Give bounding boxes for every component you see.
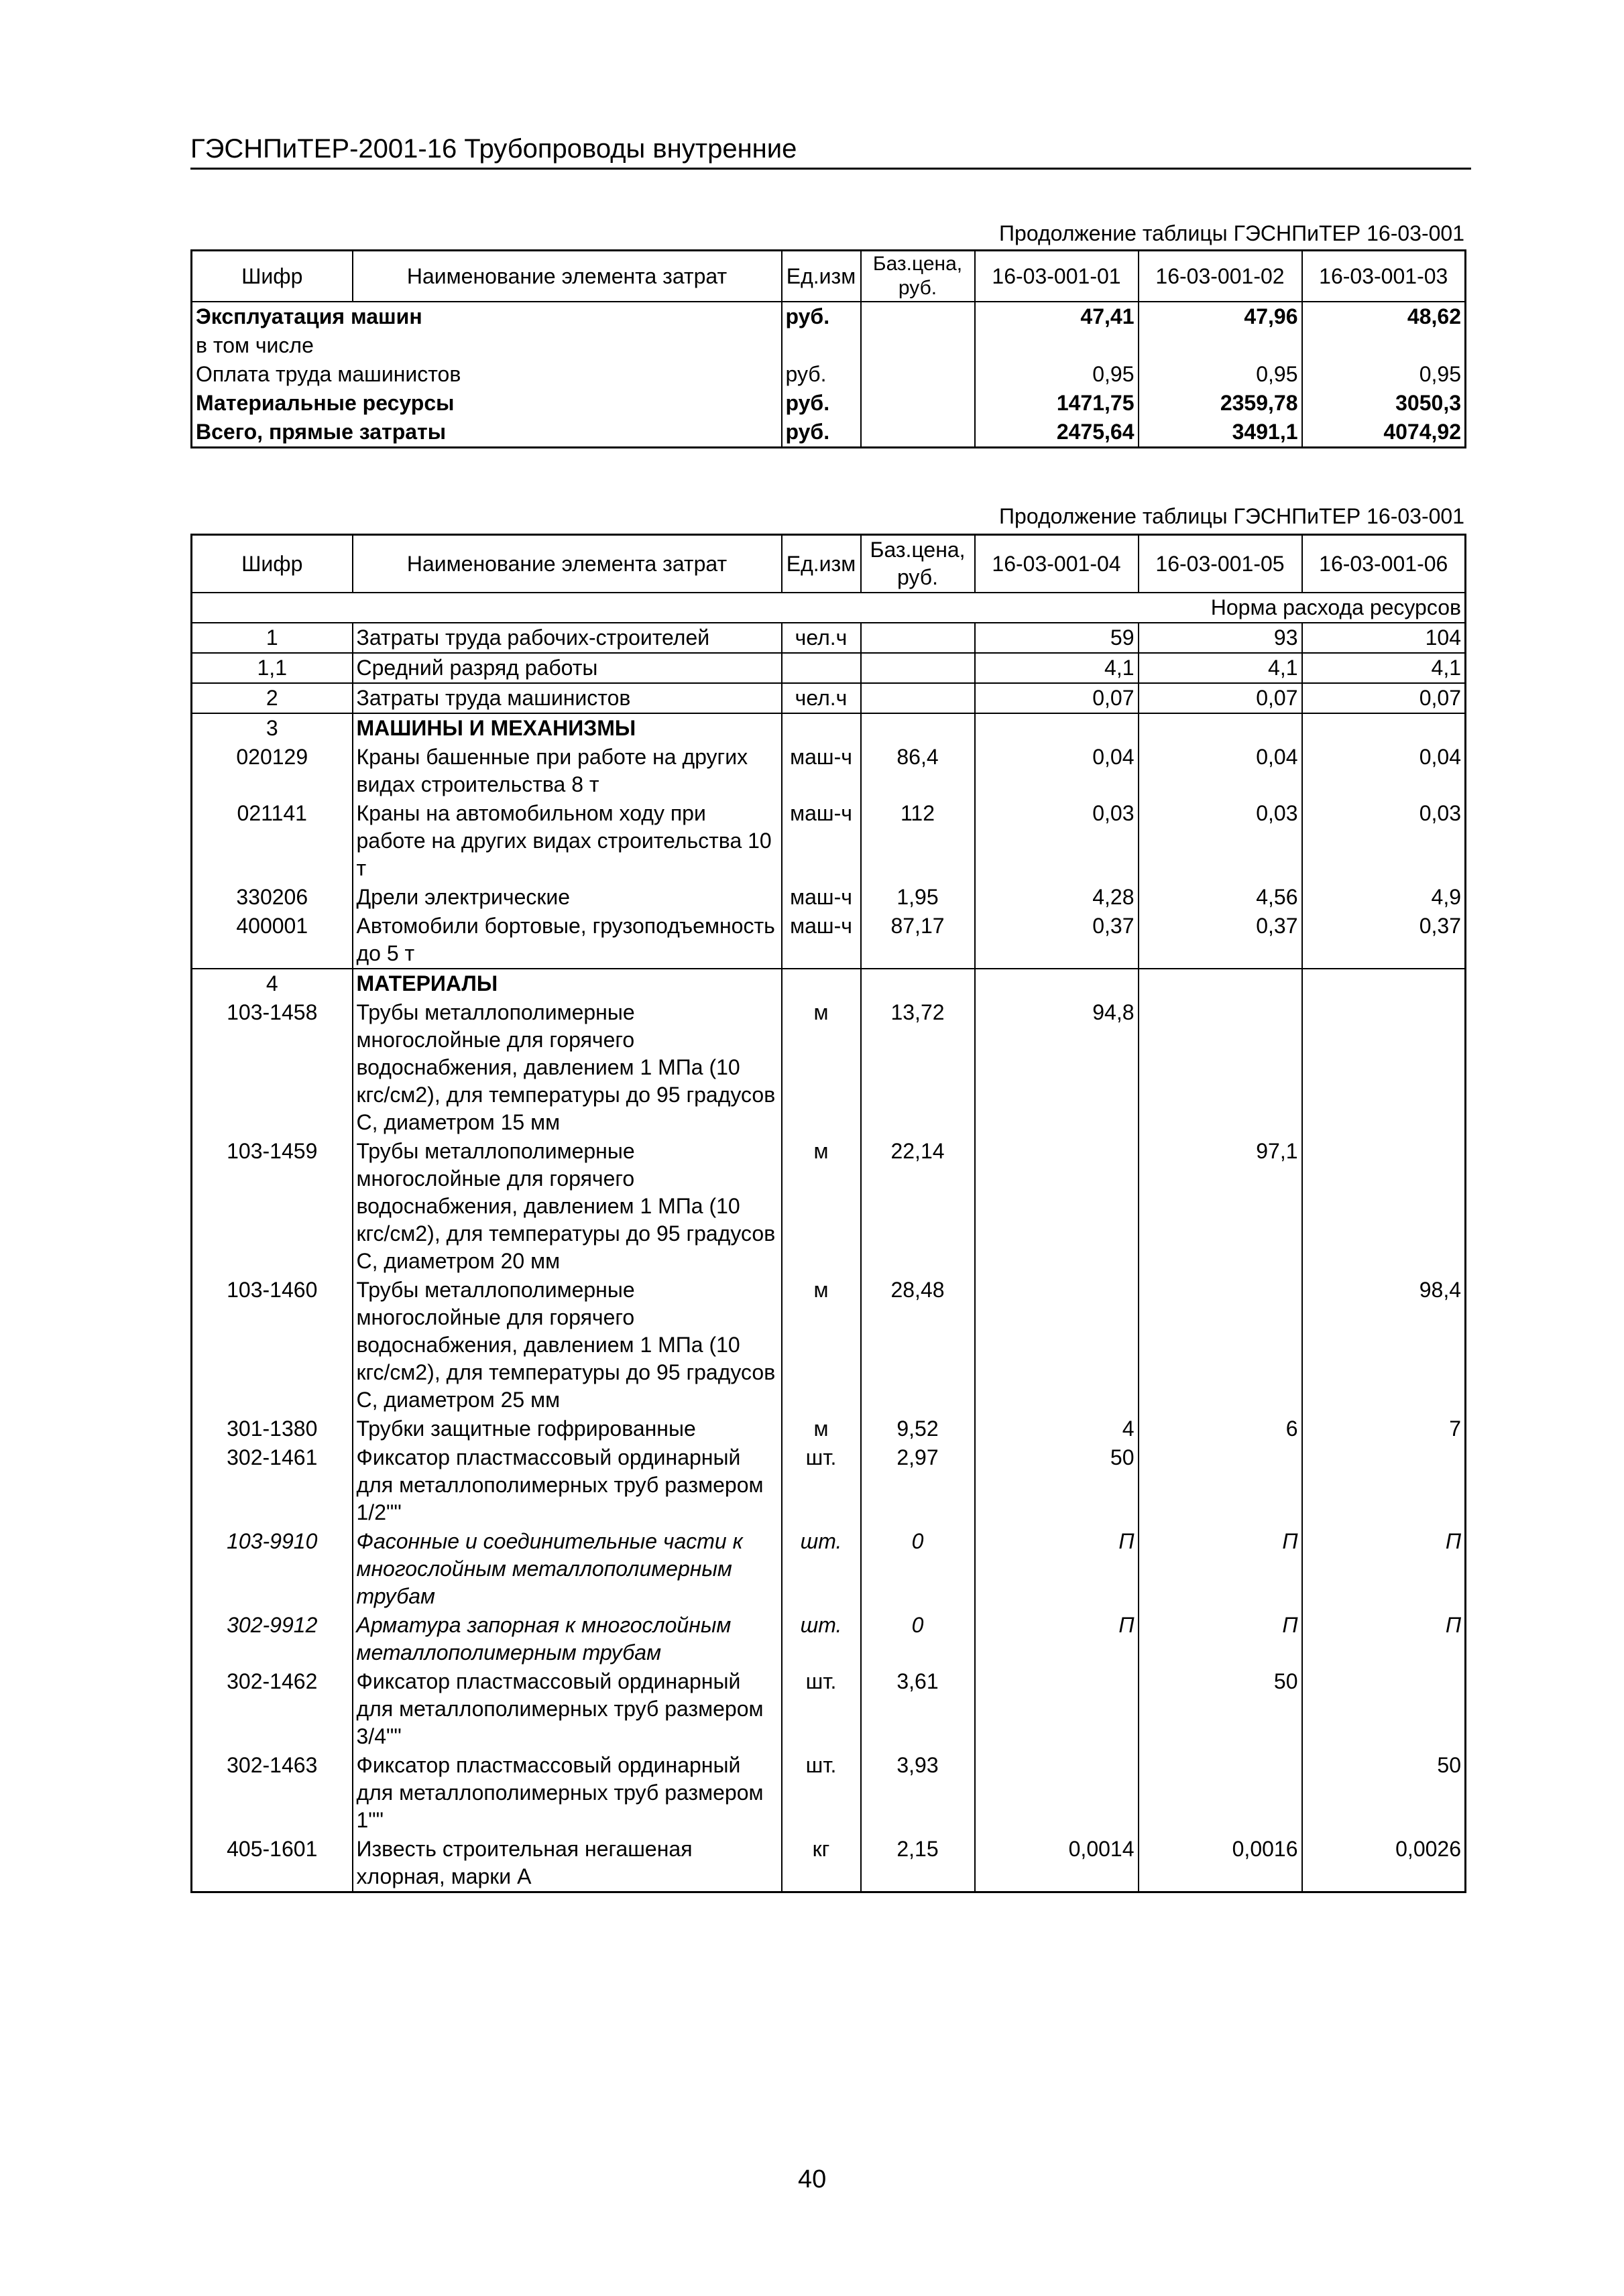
table2-caption: Продолжение таблицы ГЭСНПиТЕР 16-03-001 xyxy=(999,504,1464,528)
row-name: Всего, прямые затраты xyxy=(196,420,447,444)
row-name: Фиксатор пластмассовый ординарный для металлополимерных труб размером 3/4"" xyxy=(353,1667,782,1751)
row-name: Эксплуатация машин xyxy=(196,304,422,328)
row-name: Известь строительная негашеная хлорная, марки А xyxy=(353,1835,782,1892)
row-unit: шт. xyxy=(782,1667,861,1751)
row-name: Дрели электрические xyxy=(353,883,782,912)
row-v2: 4,56 xyxy=(1139,883,1302,912)
row-v3 xyxy=(1302,1443,1466,1527)
row-price xyxy=(861,653,975,683)
section-code: 4 xyxy=(266,971,278,995)
row-code: 2 xyxy=(192,683,353,713)
row-name: в том числе xyxy=(196,333,314,357)
row-price: 112 xyxy=(861,799,975,883)
row-code: 020129 xyxy=(236,745,308,769)
row-price: 0 xyxy=(861,1611,975,1667)
col-header-v3: 16-03-001-03 xyxy=(1302,251,1466,302)
row-v3: 0,95 xyxy=(1302,360,1466,389)
table-row xyxy=(192,1751,1466,1835)
row-v2 xyxy=(1139,1276,1302,1414)
row-unit: чел.ч xyxy=(782,623,861,653)
row-v2 xyxy=(1139,969,1302,998)
col-header-code: Шифр xyxy=(192,251,353,302)
row-v2 xyxy=(1139,1751,1302,1835)
row-v3: 4,9 xyxy=(1302,883,1466,912)
row-name: Средний разряд работы xyxy=(353,653,782,683)
row-code: 400001 xyxy=(192,912,353,969)
row-v3 xyxy=(1302,1667,1466,1751)
row-price: 1,95 xyxy=(861,883,975,912)
table-row xyxy=(192,302,1466,331)
row-v3 xyxy=(1302,969,1466,998)
row-unit: маш-ч xyxy=(782,799,861,883)
row-name: Фиксатор пластмассовый ординарный для металлополимерных труб размером 1/2"" xyxy=(353,1443,782,1527)
row-v1: 0,07 xyxy=(975,683,1139,713)
row-v3: 48,62 xyxy=(1302,302,1466,331)
col-header-price: Баз.цена, руб. xyxy=(861,535,975,593)
row-price: 86,4 xyxy=(861,743,975,799)
row-price xyxy=(861,418,975,448)
col-header-name: Наименование элемента затрат xyxy=(353,535,782,593)
table-row xyxy=(192,623,1466,653)
row-v1: 0,03 xyxy=(975,799,1139,883)
row-v2: 97,1 xyxy=(1139,1137,1302,1276)
row-name: Трубки защитные гофрированные xyxy=(353,1414,782,1443)
row-code: 301-1380 xyxy=(227,1416,318,1441)
row-v1: 0,37 xyxy=(975,912,1139,969)
row-name: Краны башенные при работе на других видах строительства 8 т xyxy=(353,743,782,799)
row-name: Затраты труда машинистов xyxy=(353,683,782,713)
row-unit xyxy=(782,331,861,360)
row-price: 22,14 xyxy=(861,1137,975,1276)
section-row xyxy=(192,713,1466,743)
col-header-name: Наименование элемента затрат xyxy=(353,251,782,302)
row-unit: м xyxy=(782,998,861,1137)
table-row xyxy=(192,1414,1466,1443)
row-v1: 0,95 xyxy=(975,360,1139,389)
col-header-v2: 16-03-001-05 xyxy=(1139,535,1302,593)
row-v3 xyxy=(1302,331,1466,360)
row-name: Арматура запорная к многослойным металлополимерным трубам xyxy=(353,1611,782,1667)
row-v1: 1471,75 xyxy=(975,389,1139,418)
section-code: 3 xyxy=(266,716,278,740)
row-price: 2,97 xyxy=(861,1443,975,1527)
table1-caption: Продолжение таблицы ГЭСНПиТЕР 16-03-001 xyxy=(999,221,1464,245)
table-row xyxy=(192,799,1466,883)
row-unit: кг xyxy=(782,1835,861,1892)
row-v3: П xyxy=(1302,1611,1466,1667)
row-name: Трубы металлополимерные многослойные для горячего водоснабжения, давлением 1 МПа (10 кгс/см2), для температуры до 95 градусов С, диаметром 25 мм xyxy=(353,1276,782,1414)
row-unit xyxy=(782,653,861,683)
row-price xyxy=(861,683,975,713)
row-v1: 94,8 xyxy=(975,998,1139,1137)
row-v1: 47,41 xyxy=(975,302,1139,331)
col-header-unit: Ед.изм xyxy=(782,251,861,302)
table-row xyxy=(192,389,1466,418)
row-v1: 4,1 xyxy=(975,653,1139,683)
row-v2: 3491,1 xyxy=(1139,418,1302,448)
table-row xyxy=(192,1276,1466,1414)
row-v1: 4 xyxy=(975,1414,1139,1443)
table-row xyxy=(192,883,1466,912)
row-code: 103-1458 xyxy=(227,1000,318,1024)
row-v2: 47,96 xyxy=(1139,302,1302,331)
row-v3: 104 xyxy=(1302,623,1466,653)
row-name: Фиксатор пластмассовый ординарный для металлополимерных труб размером 1"" xyxy=(353,1751,782,1835)
row-v3: 50 xyxy=(1302,1751,1466,1835)
row-v1 xyxy=(975,1137,1139,1276)
table-row xyxy=(192,653,1466,683)
table-row xyxy=(192,998,1466,1137)
row-name: Материальные ресурсы xyxy=(196,391,455,415)
table-row xyxy=(192,1137,1466,1276)
table-row xyxy=(192,1527,1466,1611)
row-v1 xyxy=(975,1751,1139,1835)
row-v3: П xyxy=(1302,1527,1466,1611)
header-rule xyxy=(190,168,1471,170)
row-price: 3,61 xyxy=(861,1667,975,1751)
row-price xyxy=(861,623,975,653)
row-unit: шт. xyxy=(782,1443,861,1527)
row-unit: м xyxy=(782,1276,861,1414)
row-unit: шт. xyxy=(782,1611,861,1667)
table-row xyxy=(192,683,1466,713)
row-v2: П xyxy=(1139,1527,1302,1611)
row-v1 xyxy=(975,1667,1139,1751)
row-v3: 0,03 xyxy=(1302,799,1466,883)
section-row xyxy=(192,969,1466,998)
row-v1: 0,0014 xyxy=(975,1835,1139,1892)
norm-label: Норма расхода ресурсов xyxy=(192,593,1466,623)
col-header-v3: 16-03-001-06 xyxy=(1302,535,1466,593)
row-code: 103-9910 xyxy=(227,1529,318,1553)
table-row xyxy=(192,1835,1466,1892)
row-v2: 0,95 xyxy=(1139,360,1302,389)
row-v1: 2475,64 xyxy=(975,418,1139,448)
row-unit: шт. xyxy=(782,1527,861,1611)
row-v2 xyxy=(1139,331,1302,360)
row-code: 405-1601 xyxy=(227,1837,318,1861)
row-v1 xyxy=(975,713,1139,743)
row-v1: П xyxy=(975,1611,1139,1667)
row-price: 87,17 xyxy=(861,912,975,969)
row-v1: 0,04 xyxy=(975,743,1139,799)
row-unit: чел.ч xyxy=(782,683,861,713)
row-name: Краны на автомобильном ходу при работе на других видах строительства 10 т xyxy=(353,799,782,883)
row-v1: 4,28 xyxy=(975,883,1139,912)
col-header-unit: Ед.изм xyxy=(782,535,861,593)
row-unit: маш-ч xyxy=(782,743,861,799)
row-v2: 50 xyxy=(1139,1667,1302,1751)
row-v2: 93 xyxy=(1139,623,1302,653)
row-v3 xyxy=(1302,713,1466,743)
row-v3: 4,1 xyxy=(1302,653,1466,683)
row-code: 021141 xyxy=(237,801,307,825)
row-code: 330206 xyxy=(236,885,308,909)
table-row xyxy=(192,1443,1466,1527)
row-price: 3,93 xyxy=(861,1751,975,1835)
row-v2: 6 xyxy=(1139,1414,1302,1443)
row-name: Фасонные и соединительные части к многослойным металлополимерным трубам xyxy=(353,1527,782,1611)
row-v1: П xyxy=(975,1527,1139,1611)
col-header-v1: 16-03-001-01 xyxy=(975,251,1139,302)
row-v2: 0,04 xyxy=(1139,743,1302,799)
row-price: 9,52 xyxy=(861,1414,975,1443)
row-v2 xyxy=(1139,713,1302,743)
table-row xyxy=(192,743,1466,799)
row-v2: 0,0016 xyxy=(1139,1835,1302,1892)
row-name: Автомобили бортовые, грузоподъемность до 5 т xyxy=(353,912,782,969)
page-header-title: ГЭСНПиТЕР-2001-16 Трубопроводы внутренние xyxy=(190,134,797,164)
row-v1 xyxy=(975,331,1139,360)
row-unit: м xyxy=(782,1137,861,1276)
col-header-price: Баз.цена, руб. xyxy=(861,251,975,302)
row-price xyxy=(861,331,975,360)
page-number: 40 xyxy=(798,2165,827,2193)
row-unit xyxy=(782,713,861,743)
row-v2: П xyxy=(1139,1611,1302,1667)
table-row xyxy=(192,1667,1466,1751)
table-row xyxy=(192,1611,1466,1667)
row-unit: маш-ч xyxy=(782,883,861,912)
row-code: 302-9912 xyxy=(227,1613,318,1637)
table-row xyxy=(192,418,1466,448)
row-price xyxy=(861,389,975,418)
row-v2: 0,37 xyxy=(1139,912,1302,969)
row-price: 28,48 xyxy=(861,1276,975,1414)
resource-norms-table xyxy=(190,534,1466,1893)
row-v3 xyxy=(1302,1137,1466,1276)
row-v2: 0,03 xyxy=(1139,799,1302,883)
row-v2: 2359,78 xyxy=(1139,389,1302,418)
row-code: 302-1461 xyxy=(227,1445,318,1469)
row-code: 103-1459 xyxy=(227,1139,318,1163)
col-header-v1: 16-03-001-04 xyxy=(975,535,1139,593)
row-price: 0 xyxy=(861,1527,975,1611)
col-header-code: Шифр xyxy=(192,535,353,593)
table-row xyxy=(192,331,1466,360)
row-unit: маш-ч xyxy=(782,912,861,969)
row-name: Трубы металлополимерные многослойные для горячего водоснабжения, давлением 1 МПа (10 кгс/см2), для температуры до 95 градусов С, диаметром 20 мм xyxy=(353,1137,782,1276)
row-name: Затраты труда рабочих-строителей xyxy=(353,623,782,653)
row-unit: шт. xyxy=(782,1751,861,1835)
row-price xyxy=(861,360,975,389)
row-v3: 4074,92 xyxy=(1302,418,1466,448)
row-name: Оплата труда машинистов xyxy=(196,362,461,386)
row-v2 xyxy=(1139,998,1302,1137)
row-code: 103-1460 xyxy=(227,1278,318,1302)
row-price xyxy=(861,713,975,743)
row-unit: руб. xyxy=(782,302,861,331)
row-v3: 0,37 xyxy=(1302,912,1466,969)
section-title: МАШИНЫ И МЕХАНИЗМЫ xyxy=(353,713,782,743)
section-title: МАТЕРИАЛЫ xyxy=(353,969,782,998)
row-code: 302-1462 xyxy=(227,1669,318,1693)
row-code: 1 xyxy=(192,623,353,653)
row-price: 2,15 xyxy=(861,1835,975,1892)
row-price xyxy=(861,302,975,331)
row-v1 xyxy=(975,969,1139,998)
row-code: 1,1 xyxy=(192,653,353,683)
row-v2: 4,1 xyxy=(1139,653,1302,683)
row-unit xyxy=(782,969,861,998)
row-v3: 3050,3 xyxy=(1302,389,1466,418)
row-unit: руб. xyxy=(782,360,861,389)
row-unit: руб. xyxy=(782,389,861,418)
row-v2 xyxy=(1139,1443,1302,1527)
row-v3: 0,0026 xyxy=(1302,1835,1466,1892)
row-v3: 0,04 xyxy=(1302,743,1466,799)
col-header-v2: 16-03-001-02 xyxy=(1139,251,1302,302)
row-unit: м xyxy=(782,1414,861,1443)
row-v2: 0,07 xyxy=(1139,683,1302,713)
row-v3: 7 xyxy=(1302,1414,1466,1443)
table-row xyxy=(192,360,1466,389)
table-row xyxy=(192,912,1466,969)
row-name: Трубы металлополимерные многослойные для горячего водоснабжения, давлением 1 МПа (10 кгс/см2), для температуры до 95 градусов С, диаметром 15 мм xyxy=(353,998,782,1137)
row-v1 xyxy=(975,1276,1139,1414)
row-price: 13,72 xyxy=(861,998,975,1137)
row-unit: руб. xyxy=(782,418,861,448)
row-v3: 0,07 xyxy=(1302,683,1466,713)
row-v3: 98,4 xyxy=(1302,1276,1466,1414)
row-code: 302-1463 xyxy=(227,1753,318,1777)
row-price xyxy=(861,969,975,998)
row-v3 xyxy=(1302,998,1466,1137)
row-v1: 59 xyxy=(975,623,1139,653)
row-v1: 50 xyxy=(975,1443,1139,1527)
cost-summary-table xyxy=(190,249,1466,448)
